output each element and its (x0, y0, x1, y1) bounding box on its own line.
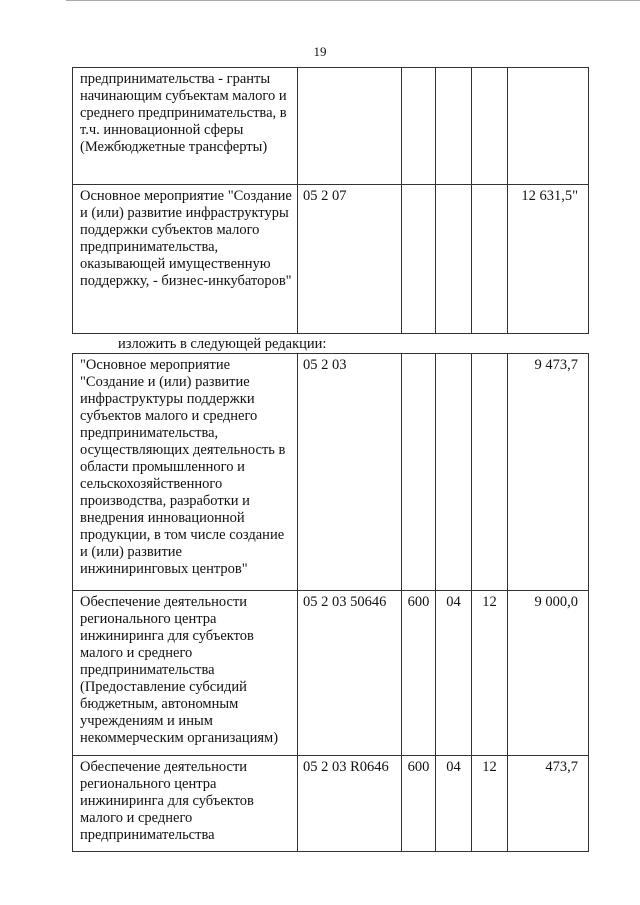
row-rz-cell: 04 (436, 756, 472, 852)
row-pr-cell: 12 (472, 756, 508, 852)
row-code-cell (298, 68, 402, 185)
row-rz-cell (436, 68, 472, 185)
row-name-cell: Основное мероприятие "Создание и (или) развитие инфраструктуры поддержки субъектов малого предпринимательства, оказывающей имущественную поддержку, - бизнес-инкубаторов" (73, 185, 298, 334)
row-name-cell: Обеспечение деятельности регионального центра инжиниринга для субъектов малого и среднего предпринимательства (Предоставление субсидий бюджетным, автономным учреждениям и иным некоммерческим организациям) (73, 591, 298, 756)
row-vr-cell (402, 354, 436, 591)
page-number: 19 (313, 44, 327, 59)
table-row (73, 185, 589, 334)
row-code-cell: 05 2 07 (298, 185, 402, 334)
instruction-text: изложить в следующей редакции: (118, 336, 327, 352)
row-vr-cell (402, 185, 436, 334)
page-edge-line (66, 0, 640, 1)
row-pr-cell (472, 354, 508, 591)
table-row (73, 68, 589, 185)
row-sum-cell: 473,7 (508, 756, 589, 852)
row-name-cell: "Основное мероприятие "Создание и (или) развитие инфраструктуры поддержки субъектов малого и среднего предпринимательства, осуществляющих деятельность в области промышленного и сельскохозяйственного производства, разработки и внедрения инновационной продукции, в том числе создание и (или) развитие инжиниринговых центров" (73, 354, 298, 591)
table-row (73, 756, 589, 852)
row-vr-cell: 600 (402, 591, 436, 756)
row-sum-cell: 9 000,0 (508, 591, 589, 756)
row-sum-cell (508, 68, 589, 185)
row-vr-cell (402, 68, 436, 185)
row-name-cell: Обеспечение деятельности регионального центра инжиниринга для субъектов малого и среднего предпринимательства (73, 756, 298, 852)
row-rz-cell (436, 185, 472, 334)
table-row (73, 591, 589, 756)
row-name-cell: предпринимательства - гранты начинающим субъектам малого и среднего предпринимательства, в т.ч. инновационной сферы (Межбюджетные трансферты) (73, 68, 298, 185)
row-sum-cell: 12 631,5" (508, 185, 589, 334)
row-code-cell: 05 2 03 R0646 (298, 756, 402, 852)
table-row (73, 354, 589, 591)
row-rz-cell: 04 (436, 591, 472, 756)
budget-table-new (72, 353, 589, 852)
row-pr-cell (472, 68, 508, 185)
row-vr-cell: 600 (402, 756, 436, 852)
row-code-cell: 05 2 03 50646 (298, 591, 402, 756)
row-sum-cell: 9 473,7 (508, 354, 589, 591)
row-pr-cell: 12 (472, 591, 508, 756)
row-rz-cell (436, 354, 472, 591)
budget-table-old (72, 67, 589, 334)
row-code-cell: 05 2 03 (298, 354, 402, 591)
row-pr-cell (472, 185, 508, 334)
